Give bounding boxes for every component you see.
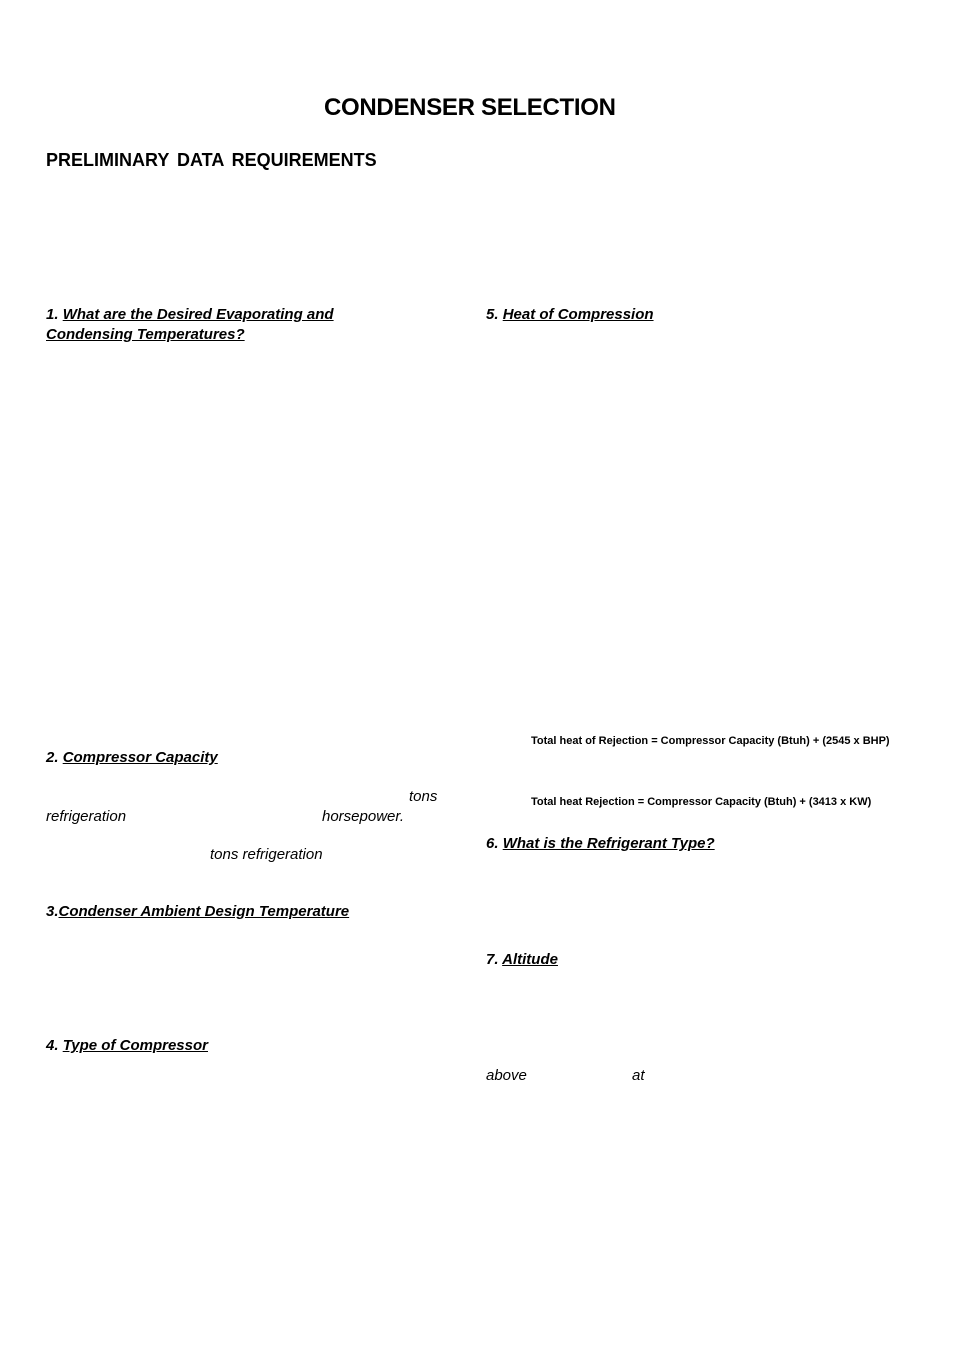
question-6-label: What is the Refrigerant Type? bbox=[502, 835, 715, 852]
question-4-number: 4. bbox=[46, 1037, 59, 1054]
capacity-refrigeration-label: refrigeration bbox=[46, 808, 127, 825]
page-title: CONDENSER SELECTION bbox=[324, 94, 616, 121]
question-7-number: 7. bbox=[486, 951, 499, 968]
formula-bhp: Total heat of Rejection = Compressor Capacity (Btuh) + (2545 x BHP) bbox=[531, 735, 890, 747]
question-3-number: 3. bbox=[46, 903, 59, 920]
question-1-line1: What are the Desired Evaporating and bbox=[62, 306, 334, 323]
question-5 bbox=[486, 305, 654, 325]
question-2-label: Compressor Capacity bbox=[62, 749, 218, 766]
formula-kw: Total heat Rejection = Compressor Capacity (Btuh) + (3413 x KW) bbox=[531, 796, 872, 808]
altitude-at-label: at bbox=[632, 1067, 645, 1084]
question-4 bbox=[46, 1036, 208, 1056]
question-5-label: Heat of Compression bbox=[502, 306, 654, 323]
question-7 bbox=[486, 950, 558, 970]
question-1 bbox=[46, 305, 334, 345]
question-7-label: Altitude bbox=[502, 951, 558, 968]
question-2 bbox=[46, 748, 218, 768]
question-3-label: Condenser Ambient Design Temperature bbox=[58, 903, 350, 920]
capacity-horsepower-label: horsepower. bbox=[322, 808, 404, 825]
altitude-above-label: above bbox=[486, 1067, 527, 1084]
capacity-tons-label: tons bbox=[409, 788, 438, 805]
section-subtitle: PRELIMINARY DATA REQUIREMENTS bbox=[46, 150, 377, 170]
question-6-number: 6. bbox=[486, 835, 499, 852]
question-4-label: Type of Compressor bbox=[62, 1037, 208, 1054]
question-2-number: 2. bbox=[46, 749, 59, 766]
question-1-line2: Condensing Temperatures? bbox=[46, 326, 245, 343]
question-6 bbox=[486, 834, 715, 854]
question-3 bbox=[46, 902, 349, 922]
capacity-tons-refrigeration-label: tons refrigeration bbox=[210, 846, 323, 863]
question-5-number: 5. bbox=[486, 306, 499, 323]
question-1-number: 1. bbox=[46, 306, 59, 323]
